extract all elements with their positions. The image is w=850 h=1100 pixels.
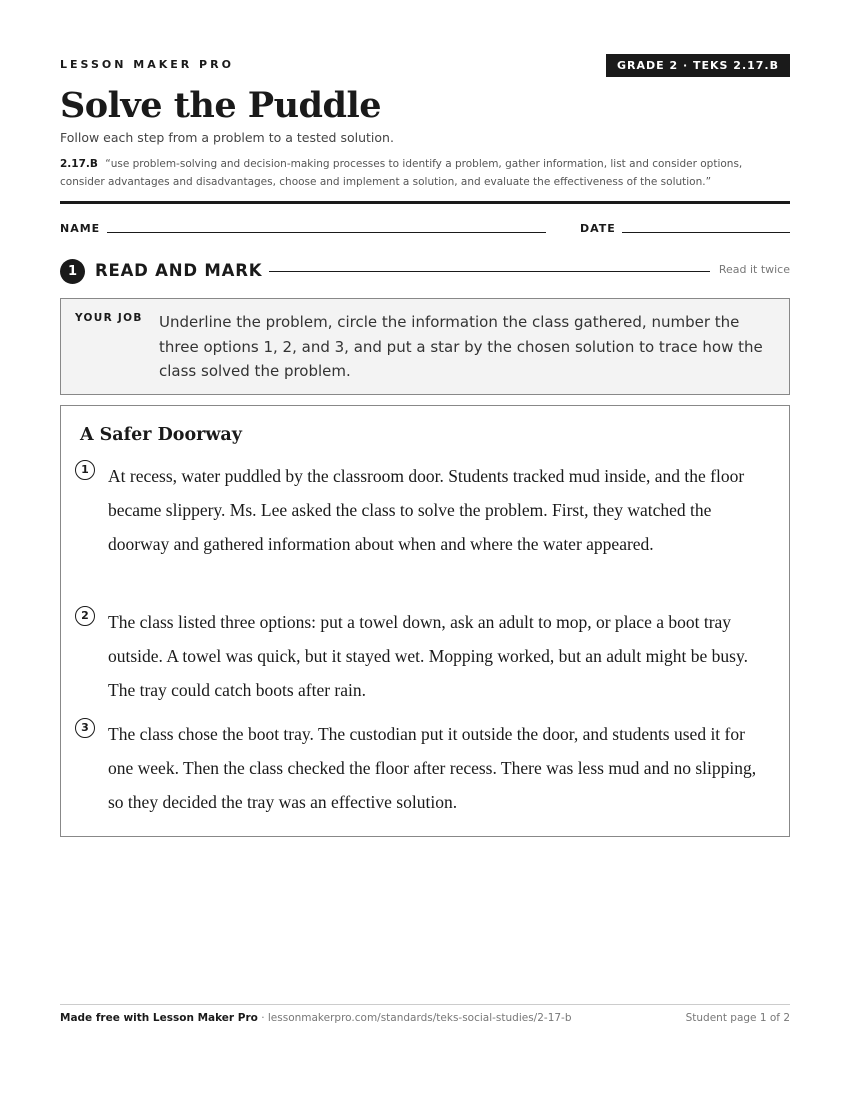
page-title: Solve the Puddle bbox=[60, 85, 382, 126]
worksheet-page bbox=[60, 0, 790, 1100]
standard-text: “use problem-solving and decision-making processes to identify a problem, gather information, list and consider options, consider advantages and disadvantages, choose and implement a solution, and evaluate the effectiveness of the solution.” bbox=[60, 158, 743, 188]
paragraph-number: 1 bbox=[75, 460, 95, 480]
instructions-label: YOUR JOB bbox=[75, 312, 143, 324]
section-title: READ AND MARK bbox=[95, 261, 263, 280]
footer-made-with: Made free with Lesson Maker Pro bbox=[60, 1012, 258, 1024]
paragraph-number: 2 bbox=[75, 606, 95, 626]
section-divider bbox=[269, 271, 710, 272]
standard-statement bbox=[60, 155, 790, 191]
header-divider bbox=[60, 201, 790, 204]
paragraph-text: The class chose the boot tray. The custodian put it outside the door, and students used it for one week. Then the class checked the floor after recess. There was less mud and no slipping, so they decided the tray was an effective solution. bbox=[108, 724, 757, 812]
paragraph-number: 3 bbox=[75, 718, 95, 738]
passage-title: A Safer Doorway bbox=[80, 425, 242, 445]
section-hint: Read it twice bbox=[718, 263, 790, 276]
reading-passage bbox=[60, 405, 790, 837]
footer-url: · lessonmakerpro.com/standards/teks-social-studies/2-17-b bbox=[257, 1012, 572, 1024]
date-field[interactable] bbox=[622, 232, 790, 233]
standard-code: 2.17.B bbox=[60, 158, 98, 170]
footer-divider bbox=[60, 1004, 790, 1005]
instructions-text: Underline the problem, circle the information the class gathered, number the three options 1, 2, and 3, and put a star by the chosen solution to trace how the class solved the problem. bbox=[159, 313, 763, 380]
name-field[interactable] bbox=[107, 232, 546, 233]
instructions-box bbox=[60, 298, 790, 395]
date-label: DATE bbox=[580, 222, 616, 235]
section-number-badge: 1 bbox=[60, 259, 85, 284]
footer-credit bbox=[60, 1012, 572, 1024]
grade-badge: GRADE 2 · TEKS 2.17.B bbox=[606, 54, 790, 77]
name-label: NAME bbox=[60, 222, 101, 235]
page-subtitle: Follow each step from a problem to a tested solution. bbox=[60, 130, 394, 145]
paragraph-text: At recess, water puddled by the classroom door. Students tracked mud inside, and the floor became slippery. Ms. Lee asked the class to solve the problem. First, they watched the doorway and gathered information about when and where the water appeared. bbox=[108, 466, 745, 554]
brand-name: LESSON MAKER PRO bbox=[60, 58, 234, 71]
footer-page-info: Student page 1 of 2 bbox=[685, 1012, 790, 1024]
paragraph-text: The class listed three options: put a towel down, ask an adult to mop, or place a boot tray outside. A towel was quick, but it stayed wet. Mopping worked, but an adult might be busy. The tray could catch boots after rain. bbox=[108, 612, 748, 700]
